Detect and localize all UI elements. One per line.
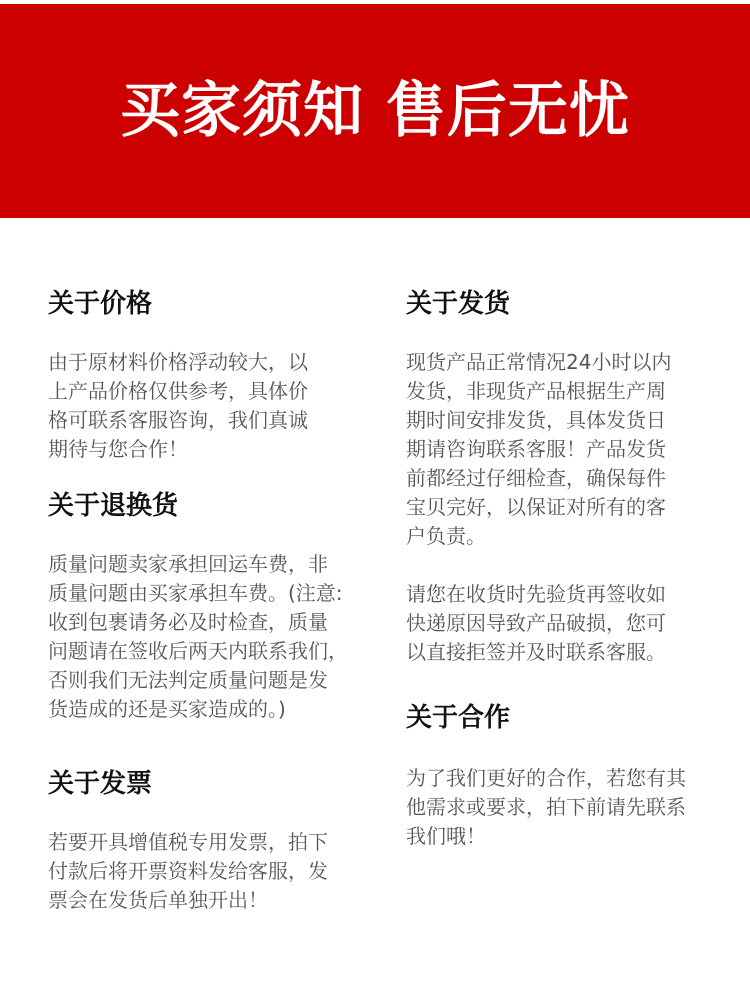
section-price xyxy=(48,286,348,464)
section-text-price: 由于原材料价格浮动较大，以 上产品价格仅供参考，具体价 格可联系客服咨询，我们真诚 期待与您合作！ xyxy=(48,350,308,461)
section-text-returns: 质量问题卖家承担回运车费，非 质量问题由买家承担车费。(注意: 收到包裹请务必及时检查，质量 问题请在签收后两天内联系我们， 否则我们无法判定质量问题是发 货造成的还是买家造成的。) xyxy=(48,552,348,721)
section-title-shipping: 关于发货 xyxy=(406,289,511,319)
section-cooperation xyxy=(406,700,716,851)
section-text-cooperation: 为了我们更好的合作，若您有其 他需求或要求，拍下前请先联系 我们哦！ xyxy=(406,766,686,848)
section-invoice xyxy=(48,766,358,915)
section-text-invoice: 若要开具增值税专用发票，拍下 付款后将开票资料发给客服，发 票会在发货后单独开出！ xyxy=(48,830,328,912)
section-title-invoice: 关于发票 xyxy=(48,769,153,799)
section-title-cooperation: 关于合作 xyxy=(406,703,511,733)
section-shipping xyxy=(406,286,706,667)
section-text-shipping-1: 现货产品正常情况24小时以内 发货，非现货产品根据生产周 期时间安排发货，具体发货日 期请咨询联系客服！产品发货 前都经过仔细检查，确保每件 宝贝完好，以保证对所有的客 户负责。 xyxy=(406,350,672,548)
section-returns xyxy=(48,488,368,724)
section-text-shipping-2: 请您在收货时先验货再签收如 快递原因导致产品破损，您可 以直接拒签并及时联系客服。 xyxy=(406,582,666,664)
page-title: 买家须知 售后无忧 xyxy=(120,76,630,146)
section-title-price: 关于价格 xyxy=(48,289,153,319)
section-title-returns: 关于退换货 xyxy=(48,491,179,521)
